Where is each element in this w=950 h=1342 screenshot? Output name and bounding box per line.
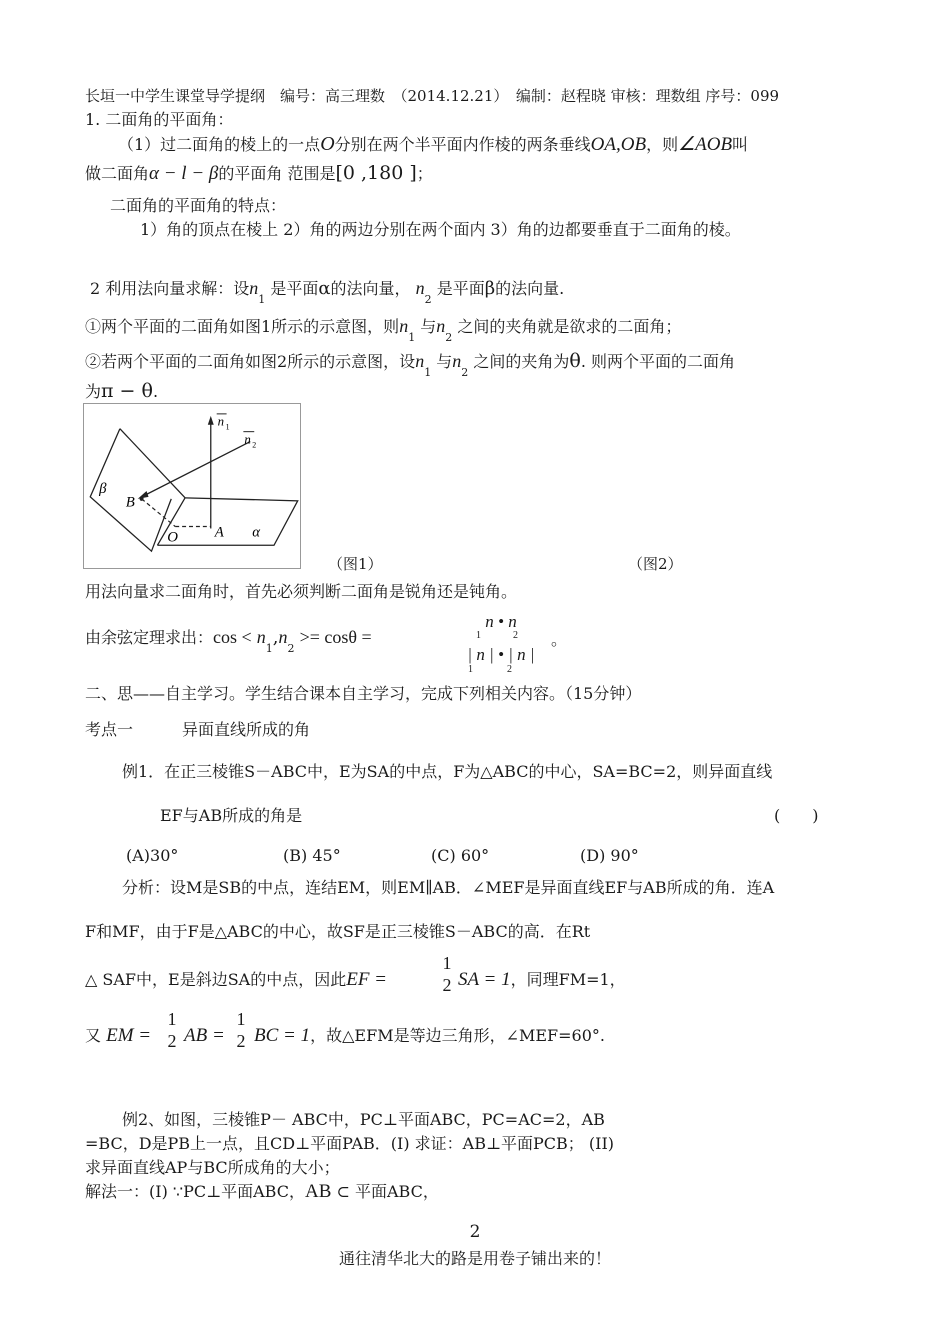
math-comma: , [272, 627, 279, 648]
math-n: n [278, 627, 288, 647]
math-range: [0 ,180 ] [335, 162, 417, 184]
subscript: 1 [468, 664, 507, 675]
math-cos-lhs: cos < [213, 627, 252, 647]
math-n: n [399, 316, 409, 336]
math-AB: AB [304, 1181, 332, 1202]
case-1 [85, 316, 682, 344]
subscript: 1 [265, 642, 273, 655]
text: 与 [420, 317, 437, 336]
cos-numerator-subs [456, 630, 550, 641]
example-2-line-1: 例2、如图，三棱锥P－ ABC中，PC⊥平面ABC，PC=AC=2，AB [122, 1110, 605, 1129]
features-list: 1）角的顶点在棱上 2）角的两边分别在两个面内 3）角的边都要垂直于二面角的棱。 [140, 220, 741, 239]
figure-1-caption: （图1） [328, 555, 383, 573]
text: . 则两个平面的二面角 [580, 352, 736, 371]
math-n: n [415, 278, 425, 298]
kd1-title: 异面直线所成的角 [182, 720, 311, 739]
plane-beta-top-edge [120, 429, 185, 498]
label-beta: β [99, 480, 107, 497]
features-title: 二面角的平面角的特点： [110, 196, 287, 215]
subscript: 2 [445, 331, 453, 344]
subscript: 2 [461, 366, 469, 379]
subscript: 1 [424, 366, 432, 379]
text: 之间的夹角就是欲求的二面角； [457, 317, 682, 336]
text: 2 利用法向量求解：设 [90, 279, 250, 298]
option-a: (A)30° [126, 846, 179, 865]
point-B [140, 497, 144, 501]
text: 做二面角 [85, 164, 150, 183]
label-n2: n [244, 432, 251, 447]
cos-numerator: n • n [485, 612, 517, 631]
part-2-title: 二、思——自主学习。学生结合课本自主学习，完成下列相关内容。（15分钟） [85, 684, 642, 703]
text: 又 [85, 1026, 102, 1045]
fraction-half-2 [165, 1008, 179, 1052]
answer-paren: ( ) [774, 806, 819, 825]
cos-end: 。 [551, 630, 568, 649]
math-dihedral: α − l − β [149, 163, 219, 184]
label-O: O [167, 529, 178, 546]
text: ，故△EFM是等边三角形，∠MEF=60°. [310, 1026, 606, 1045]
section-2-intro [90, 278, 565, 306]
text: 是平面 [270, 279, 319, 298]
text: ； [416, 164, 433, 183]
page-number: 2 [469, 1222, 481, 1242]
text: 的法向量. [495, 279, 565, 298]
analysis-line-4 [85, 1026, 151, 1046]
text: 为 [85, 382, 102, 401]
analysis-line-3-cont [458, 970, 626, 990]
text: 由余弦定理求出： [85, 628, 214, 647]
text: 之间的夹角为 [473, 352, 570, 371]
math-pi-minus-theta: π − θ [101, 380, 153, 402]
text: ⊂ 平面ABC， [336, 1182, 439, 1201]
math-alpha: α [318, 278, 331, 299]
text: . [152, 382, 159, 401]
math-n: n [415, 351, 425, 371]
cos-denominator: | n | • | n | [467, 645, 535, 664]
kd1-label: 考点一 [85, 720, 134, 739]
text: ②若两个平面的二面角如图2所示的示意图，设 [85, 352, 416, 371]
fraction-half-1 [440, 952, 454, 996]
text: ，同理FM=1， [510, 970, 626, 989]
label-A: A [214, 524, 224, 541]
page-header: 长垣一中学生课堂导学提纲 编号：高三理数 （2014.12.21） 编制：赵程晓 审核：理数组 序号：099 [85, 87, 780, 105]
text: 是平面 [436, 279, 485, 298]
option-c: (C) 60° [431, 846, 490, 865]
figure-2-caption: （图2） [628, 555, 683, 573]
subscript: 1 [476, 630, 513, 641]
math-BC: BC = 1 [254, 1025, 311, 1046]
fraction-numerator: 1 [236, 1009, 246, 1029]
option-b: (B) 45° [283, 846, 341, 865]
label-n1-sub: 1 [225, 422, 230, 432]
math-cos-rhs: >= cosθ = [299, 627, 372, 647]
cos-fraction [456, 612, 550, 675]
math-AB-eq [184, 1026, 225, 1046]
cosine-formula [85, 627, 372, 655]
math-EM: EM = [106, 1025, 152, 1046]
cos-denominator-subs [456, 666, 546, 674]
section-1-para-2 [85, 163, 433, 184]
option-d: (D) 90° [580, 846, 639, 865]
example-2-line-3: 求异面直线AP与BC所成角的大小； [85, 1158, 340, 1177]
math-theta: θ [569, 350, 581, 372]
fraction-denominator: 2 [442, 975, 452, 995]
fraction-numerator: 1 [442, 953, 452, 973]
math-EF: EF = [346, 969, 388, 990]
example-2-line-2: =BC，D是PB上一点，且CD⊥平面PAB．(I) 求证：AB⊥平面PCB； (II) [85, 1134, 615, 1153]
case-2-cont [85, 381, 158, 402]
text: 分别在两个半平面内作棱的两条垂线 [334, 135, 591, 154]
math-angle-AOB: ∠AOB [678, 134, 733, 155]
example-2-line-4 [85, 1182, 439, 1202]
label-alpha: α [252, 524, 261, 541]
example-1-line-1: 例1．在正三棱锥S－ABC中，E为SA的中点，F为△ABC的中心，SA=BC=2，则异面直线 [122, 762, 773, 781]
text: 的法向量， [330, 279, 411, 298]
text: 解法一：(I) ∵PC⊥平面ABC， [85, 1182, 305, 1201]
text: （1）过二面角的棱上的一点 [118, 135, 321, 154]
text: ①两个平面的二面角如图1所示的示意图，则 [85, 317, 400, 336]
example-1-line-2: EF与AB所成的角是 [160, 806, 303, 825]
subscript: 1 [408, 331, 416, 344]
text: △ SAF中，E是斜边SA的中点，因此 [85, 970, 347, 989]
math-n: n [452, 351, 462, 371]
label-n2-sub: 2 [252, 440, 257, 450]
analysis-line-1: 分析：设M是SB的中点，连结EM，则EM∥AB．∠MEF是异面直线EF与AB所成的角．连A [122, 878, 775, 897]
math-beta: β [484, 278, 496, 299]
math-SA: SA = 1 [458, 969, 511, 990]
section-1-title: 1. 二面角的平面角： [85, 110, 234, 129]
label-B: B [125, 494, 135, 511]
text: ，则 [646, 135, 679, 154]
figure-1-diagram [84, 404, 300, 568]
fraction-half-3 [234, 1008, 248, 1052]
math-n: n [249, 278, 259, 298]
plane-alpha-edge [157, 498, 297, 545]
subscript: 1 [258, 293, 266, 306]
case-2 [85, 350, 736, 379]
subscript: 2 [424, 293, 432, 306]
math-AB: AB = [184, 1025, 225, 1046]
analysis-line-3 [85, 970, 387, 990]
analysis-line-4-cont [254, 1026, 605, 1046]
judge-note: 用法向量求二面角时，首先必须判断二面角是锐角还是钝角。 [85, 582, 518, 601]
subscript: 2 [513, 630, 550, 641]
section-1-para-1 [118, 134, 748, 155]
subscript: 2 [507, 664, 546, 675]
fraction-numerator: 1 [167, 1009, 177, 1029]
math-n: n [256, 627, 266, 647]
fraction-denominator: 2 [236, 1031, 246, 1051]
text: 的平面角 范围是 [218, 164, 336, 183]
footer-motto: 通往清华北大的路是用卷子铺出来的！ [338, 1249, 611, 1268]
text: 与 [436, 352, 453, 371]
math-n: n [436, 316, 446, 336]
math-O: O [320, 133, 335, 155]
fraction-denominator: 2 [167, 1031, 177, 1051]
subscript: 2 [287, 642, 295, 655]
analysis-line-2: F和MF，由于F是△ABC的中心，故SF是正三棱锥S－ABC的高．在Rt [85, 922, 591, 941]
label-n1: n [217, 414, 225, 429]
n1-arrowhead [208, 416, 214, 425]
math-OA-OB: OA,OB [590, 134, 647, 155]
figure-1 [83, 403, 301, 569]
text: 叫 [732, 135, 749, 154]
